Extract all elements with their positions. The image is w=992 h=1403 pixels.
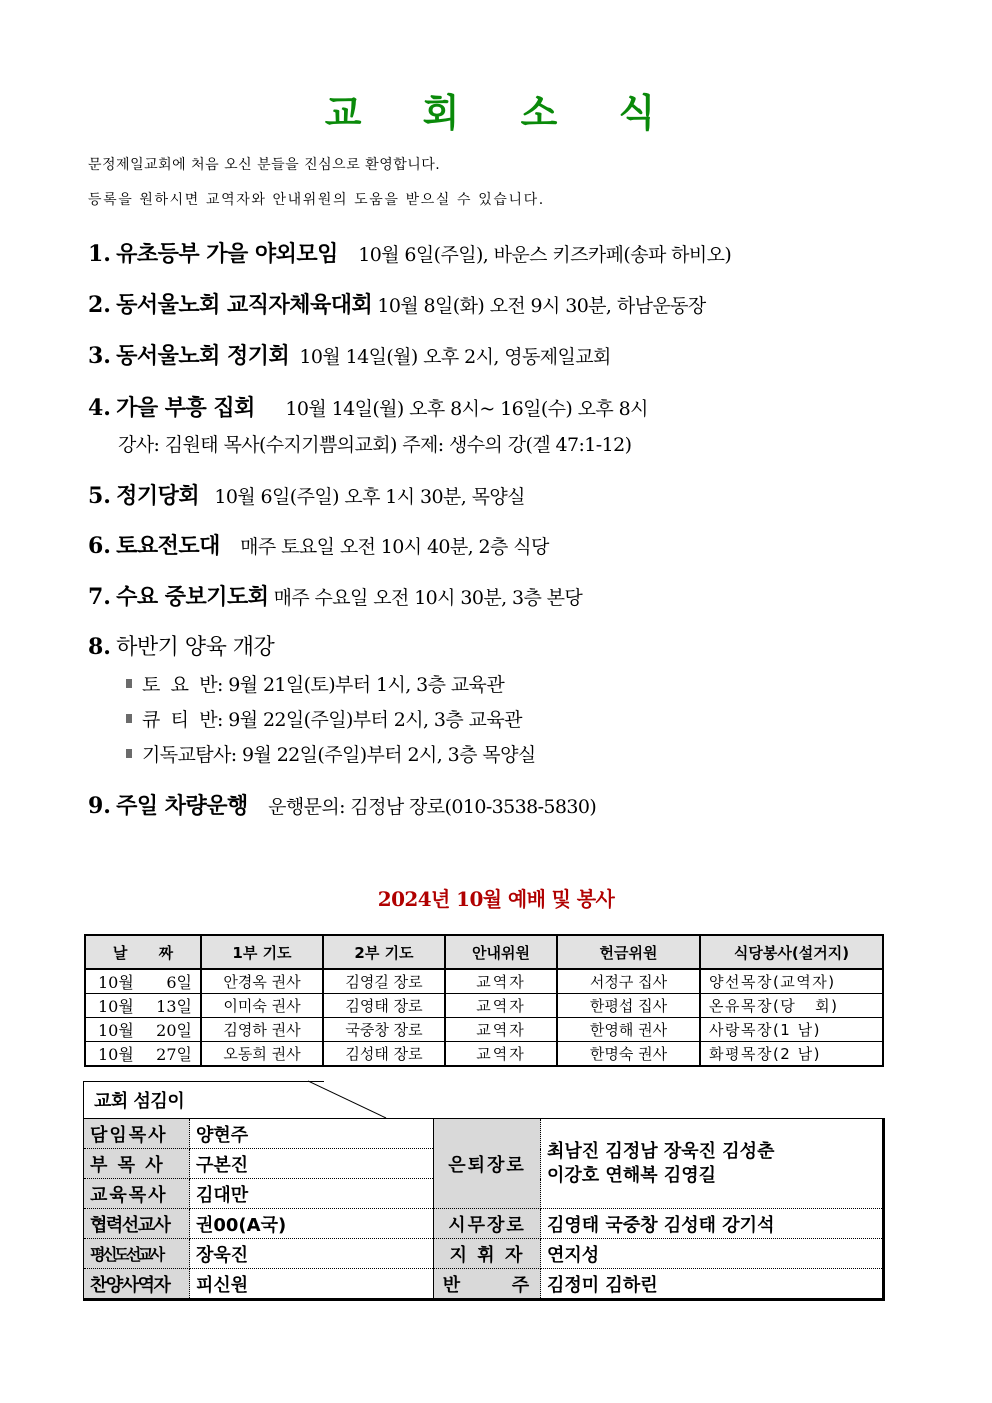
schedule-table	[84, 934, 884, 1067]
table-row	[85, 994, 883, 1018]
column-header: 식당봉사(설거지)	[700, 935, 883, 969]
news-heading: 가을 부흥 집회	[116, 396, 255, 421]
schedule-title: 2024년 10월 예배 및 봉사	[377, 887, 615, 911]
bullet-item	[126, 705, 522, 732]
date-cell: 10월 20일	[85, 1018, 201, 1042]
news-item	[88, 529, 549, 560]
news-detail: 10월 6일(주일) 오후 1시 30분, 목양실	[214, 486, 525, 508]
square-bullet-icon	[126, 749, 132, 758]
news-item	[88, 630, 274, 661]
staff-label: 시무장로	[434, 1209, 541, 1239]
news-item	[88, 339, 611, 370]
news-number: 7.	[88, 584, 111, 610]
prayer2-cell: 김성태 장로	[323, 1042, 445, 1067]
kitchen-cell: 화평목장(2 남)	[700, 1042, 883, 1067]
date-cell: 10월 13일	[85, 994, 201, 1018]
staff-value: 장욱진	[190, 1239, 434, 1269]
prayer2-cell: 김영태 장로	[323, 994, 445, 1018]
news-item	[88, 391, 648, 422]
news-number: 4.	[88, 395, 111, 421]
news-number: 6.	[88, 533, 111, 559]
table-header-row	[85, 935, 883, 969]
date-cell: 10월 27일	[85, 1042, 201, 1067]
staff-value: 권00(A국)	[190, 1209, 434, 1239]
prayer1-cell: 오동희 권사	[201, 1042, 323, 1067]
bullet-text: 큐 티 반: 9월 22일(주일)부터 2시, 3층 교육관	[142, 709, 522, 731]
staff-value: 구본진	[190, 1149, 434, 1179]
kitchen-cell: 온유목장(당 회)	[700, 994, 883, 1018]
news-number: 5.	[88, 483, 111, 509]
news-detail: 10월 14일(월) 오후 8시~ 16일(수) 오후 8시	[285, 398, 648, 420]
news-detail: 운행문의: 김정남 장로(010-3538-5830)	[268, 796, 597, 818]
news-heading: 동서울노회 교직자체육대회	[116, 293, 373, 318]
news-detail: 10월 8일(화) 오전 9시 30분, 하남운동장	[377, 295, 706, 317]
news-item	[88, 580, 582, 611]
staff-value: 연지성	[541, 1239, 884, 1269]
column-header: 헌금위원	[557, 935, 700, 969]
retired-elders-line: 이강호 연해복 김영길	[547, 1164, 717, 1186]
bullet-text: 기독교탐사: 9월 22일(주일)부터 2시, 3층 목양실	[142, 744, 536, 766]
news-detail: 매주 토요일 오전 10시 40분, 2층 식당	[240, 536, 549, 558]
column-header: 1부 기도	[201, 935, 323, 969]
prayer2-cell: 김영길 장로	[323, 969, 445, 994]
tab-slant-divider	[308, 1080, 388, 1120]
staff-label: 은퇴장로	[434, 1119, 541, 1209]
staff-label: 평신도선교사	[84, 1239, 190, 1269]
prayer1-cell: 김영하 권사	[201, 1018, 323, 1042]
square-bullet-icon	[126, 679, 132, 688]
news-heading: 토요전도대	[116, 534, 220, 559]
retired-elders-line: 최남진 김정남 장욱진 김성춘	[547, 1140, 775, 1162]
staff-label: 담임목사	[84, 1119, 190, 1149]
staff-label: 찬양사역자	[84, 1269, 190, 1300]
news-heading: 주일 차량운행	[116, 794, 248, 819]
staff-label: 반 주	[434, 1269, 541, 1300]
news-item	[88, 288, 706, 319]
news-number: 9.	[88, 793, 111, 819]
staff-label: 교육목사	[84, 1179, 190, 1209]
staff-table	[83, 1118, 885, 1301]
table-row	[85, 1018, 883, 1042]
news-detail: 10월 14일(월) 오후 2시, 영동제일교회	[299, 346, 611, 368]
staff-row	[84, 1209, 884, 1239]
usher-cell: 교역자	[445, 1018, 557, 1042]
news-item	[88, 237, 731, 268]
staff-value: 양현주	[190, 1119, 434, 1149]
staff-value: 김정미 김하린	[547, 1274, 658, 1296]
prayer2-cell: 국중창 장로	[323, 1018, 445, 1042]
page-title: 교 회 소 식	[324, 91, 680, 135]
news-detail: 10월 6일(주일), 바운스 키즈카페(송파 하비오)	[358, 244, 732, 266]
offering-cell: 한영해 권사	[557, 1018, 700, 1042]
retired-elders-value	[541, 1119, 884, 1209]
staff-value: 피신원	[190, 1269, 434, 1300]
staff-value: 김영태 국중창 김성태 강기석	[541, 1209, 884, 1239]
kitchen-cell: 사랑목장(1 남)	[700, 1018, 883, 1042]
news-number: 8.	[88, 634, 111, 660]
staff-label: 지 휘 자	[434, 1239, 541, 1269]
usher-cell: 교역자	[445, 969, 557, 994]
date-cell: 10월 6일	[85, 969, 201, 994]
bullet-item	[126, 670, 504, 697]
prayer1-cell: 이미숙 권사	[201, 994, 323, 1018]
staff-row	[84, 1119, 884, 1149]
column-header: 2부 기도	[323, 935, 445, 969]
staff-row	[84, 1239, 884, 1269]
news-subline: 강사: 김원태 목사(수지기쁨의교회) 주제: 생수의 강(겔 47:1-12)	[118, 434, 632, 456]
bullet-item	[126, 740, 536, 767]
staff-section-tab	[83, 1081, 324, 1119]
news-heading: 하반기 양육 개강	[116, 635, 275, 660]
usher-cell: 교역자	[445, 994, 557, 1018]
column-header: 안내위원	[445, 935, 557, 969]
news-heading: 정기당회	[116, 484, 200, 509]
news-number: 3.	[88, 343, 111, 369]
welcome-text: 문정제일교회에 처음 오신 분들을 진심으로 환영합니다.	[88, 157, 441, 173]
offering-cell: 한명숙 권사	[557, 1042, 700, 1067]
prayer1-cell: 안경옥 권사	[201, 969, 323, 994]
bullet-text: 토 요 반: 9월 21일(토)부터 1시, 3층 교육관	[142, 674, 505, 696]
offering-cell: 한평섭 집사	[557, 994, 700, 1018]
news-heading: 수요 중보기도회	[116, 585, 269, 610]
staff-label: 협력선교사	[84, 1209, 190, 1239]
news-detail: 매주 수요일 오전 10시 30분, 3층 본당	[273, 587, 583, 609]
staff-section-title: 교회 섬김이	[94, 1091, 185, 1112]
table-row	[85, 1042, 883, 1067]
news-item	[88, 479, 525, 510]
staff-label: 부 목 사	[84, 1149, 190, 1179]
table-row	[85, 969, 883, 994]
registration-text: 등록을 원하시면 교역자와 안내위원의 도움을 받으실 수 있습니다.	[88, 192, 545, 208]
offering-cell: 서정구 집사	[557, 969, 700, 994]
square-bullet-icon	[126, 714, 132, 723]
staff-row	[84, 1269, 884, 1300]
staff-value: 김대만	[190, 1179, 434, 1209]
news-item	[88, 789, 596, 820]
news-number: 2.	[88, 292, 111, 318]
news-heading: 유초등부 가을 야외모임	[116, 242, 338, 267]
usher-cell: 교역자	[445, 1042, 557, 1067]
column-header: 날 짜	[85, 935, 201, 969]
news-heading: 동서울노회 정기회	[116, 344, 290, 369]
kitchen-cell: 양선목장(교역자)	[700, 969, 883, 994]
news-number: 1.	[88, 241, 111, 267]
